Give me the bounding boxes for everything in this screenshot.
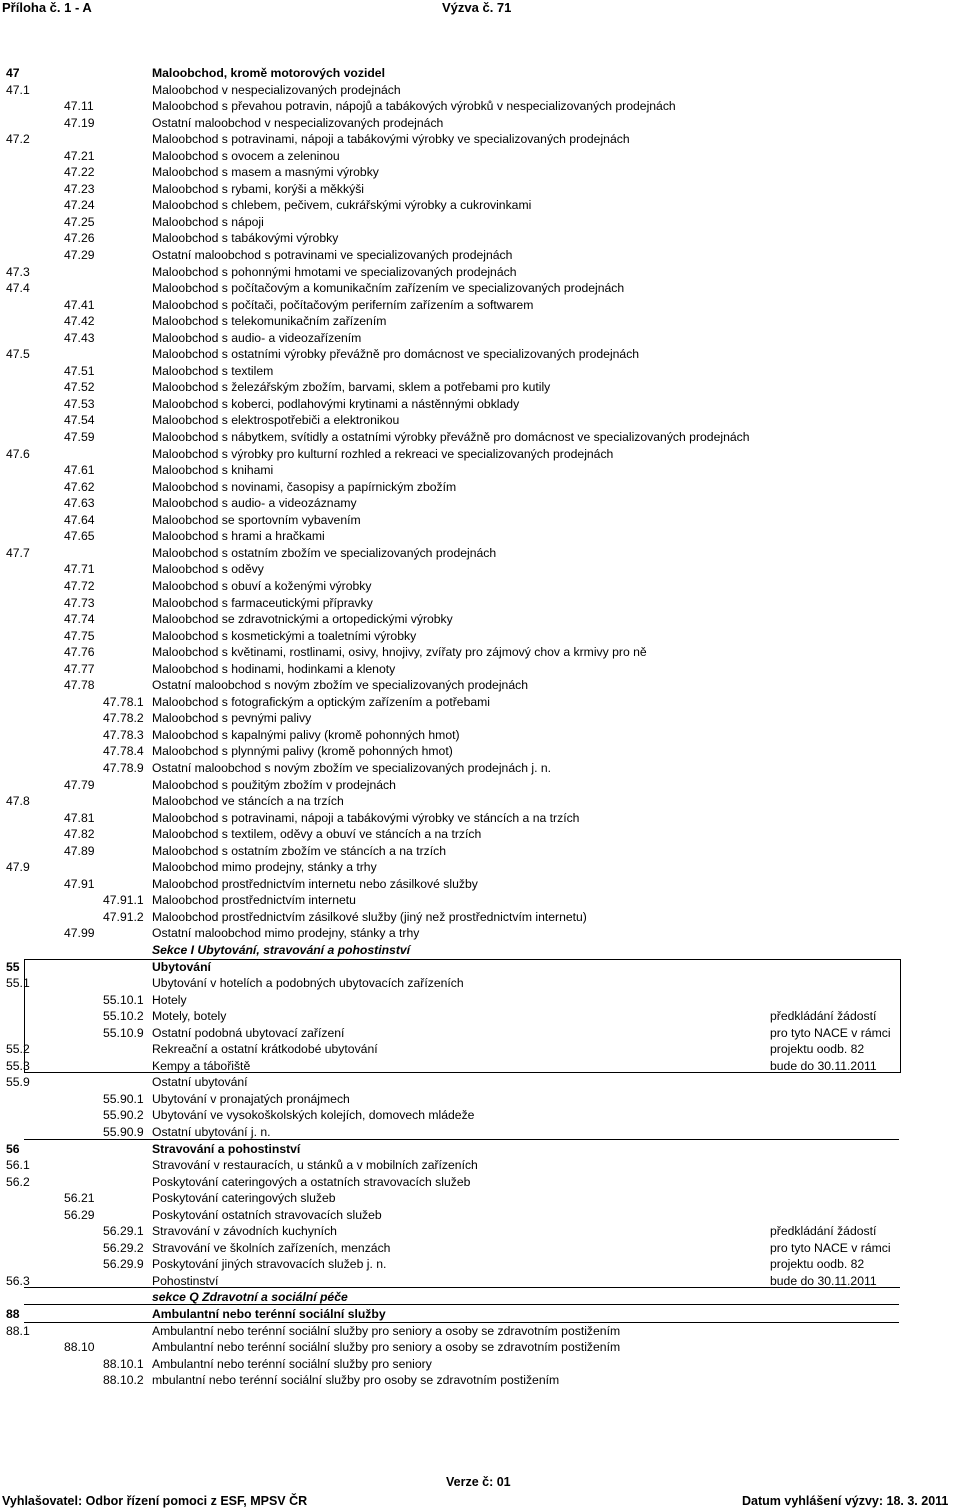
nace-row (0, 446, 960, 463)
nace-code: 47.6 (6, 446, 30, 461)
nace-description: Motely, botely (152, 1009, 227, 1024)
nace-code: 47.75 (64, 628, 95, 643)
nace-description: Maloobchod s ostatními výrobky převážně pro domácnost ve specializovaných prodejnách (152, 347, 640, 362)
submission-note: bude do 30.11.2011 (770, 1273, 877, 1288)
nace-row (0, 247, 960, 264)
nace-code: 55.90.9 (103, 1125, 144, 1139)
nace-description: Poskytování jiných stravovacích služeb j. n. (152, 1257, 387, 1272)
nace-description: Hotely (152, 992, 187, 1007)
nace-description: Maloobchod s chlebem, pečivem, cukrářskými výrobky a cukrovinkami (152, 198, 532, 213)
nace-description: Ostatní maloobchod s potravinami ve specializovaných prodejnách (152, 248, 513, 263)
nace-code: 88.1 (6, 1323, 30, 1338)
nace-row (0, 859, 960, 876)
nace-code: 55 (6, 959, 20, 974)
nace-code: 55.10.9 (103, 1025, 144, 1040)
nace-code: 47.41 (64, 297, 95, 312)
nace-description: Ambulantní nebo terénní sociální služby (152, 1307, 386, 1322)
submission-note: předkládání žádostí (770, 1009, 877, 1024)
nace-code: 47.91 (64, 876, 95, 891)
nace-code: 88.10.1 (103, 1356, 144, 1371)
nace-description: Poskytování cateringových a ostatních stravovacích služeb (152, 1174, 471, 1189)
nace-description: Ostatní maloobchod s novým zbožím ve specializovaných prodejnách (152, 678, 528, 693)
nace-description: Maloobchod s koberci, podlahovými krytinami a nástěnnými obklady (152, 396, 520, 411)
nace-description: Ostatní podobná ubytovací zařízení (152, 1025, 345, 1040)
nace-row (0, 297, 960, 314)
nace-row (0, 528, 960, 545)
nace-code: 55.10.2 (103, 1009, 144, 1024)
nace-code: 47.29 (64, 248, 95, 263)
nace-code: 47.74 (64, 612, 95, 627)
nace-code: 47.4 (6, 281, 30, 296)
nace-code: 47.78.9 (103, 760, 144, 775)
nace-code: 55.90.1 (103, 1091, 144, 1106)
nace-code: 47.21 (64, 148, 95, 163)
nace-code: 47.91.2 (103, 909, 144, 924)
nace-description: Ubytování (152, 959, 211, 974)
nace-code: 47.24 (64, 198, 95, 213)
submission-note: předkládání žádostí (770, 1224, 877, 1239)
nace-code: 56.2 (6, 1174, 30, 1189)
nace-description: Poskytování ostatních stravovacích služeb (152, 1207, 382, 1222)
nace-description: Maloobchod se sportovním vybavením (152, 512, 361, 527)
nace-row (0, 777, 960, 794)
nace-code: 47.73 (64, 595, 95, 610)
nace-description: Maloobchod s tabákovými výrobky (152, 231, 339, 246)
nace-description: Maloobchod s plynnými palivy (kromě pohonných hmot) (152, 744, 453, 759)
nace-code: 47.8 (6, 794, 30, 809)
nace-description: Maloobchod s textilem, oděvy a obuví ve stáncích a na trzích (152, 827, 482, 842)
nace-row (0, 1074, 960, 1091)
nace-code: 56.29.9 (103, 1257, 144, 1272)
nace-description: Maloobchod ve stáncích a na trzích (152, 794, 344, 809)
nace-code: 47.61 (64, 463, 95, 478)
nace-description: mbulantní nebo terénní sociální služby pro osoby se zdravotním postižením (152, 1373, 560, 1388)
nace-row (0, 1091, 960, 1108)
nace-code: 55.90.2 (103, 1108, 144, 1123)
nace-description: Ostatní maloobchod v nespecializovaných prodejnách (152, 115, 444, 130)
nace-row (0, 909, 960, 926)
nace-row (0, 313, 960, 330)
nace-row (0, 545, 960, 562)
nace-row (0, 876, 960, 893)
nace-description: Maloobchod s pevnými palivy (152, 711, 312, 726)
nace-code: 47.72 (64, 578, 95, 593)
nace-row (0, 197, 960, 214)
nace-row (0, 628, 960, 645)
nace-row (0, 561, 960, 578)
nace-description: Maloobchod s kosmetickými a toaletními výrobky (152, 628, 417, 643)
nace-description: Maloobchod s masem a masnými výrobky (152, 165, 379, 180)
nace-code: 47.89 (64, 843, 95, 858)
nace-description: Maloobchod prostřednictvím zásilkové služby (jiný než prostřednictvím internetu) (152, 909, 587, 924)
nace-code: 47.54 (64, 413, 95, 428)
nace-code: 47.22 (64, 165, 95, 180)
nace-code: 55.2 (6, 1042, 30, 1057)
nace-row (0, 760, 960, 777)
nace-code: 55.9 (6, 1075, 30, 1090)
nace-row (0, 181, 960, 198)
nace-row (0, 595, 960, 612)
nace-row (0, 826, 960, 843)
nace-description: Maloobchod prostřednictvím internetu (152, 893, 356, 908)
nace-description: Maloobchod s hrami a hračkami (152, 529, 325, 544)
nace-row (0, 892, 960, 909)
nace-description: Maloobchod s počítači, počítačovým periferním zařízením a softwarem (152, 297, 534, 312)
nace-description: Maloobchod s potravinami, nápoji a tabákovými výrobky ve stáncích a na trzích (152, 810, 580, 825)
nace-description: Maloobchod s počítačovým a komunikačním zařízením ve specializovaných prodejnách (152, 281, 625, 296)
nace-code: 47.26 (64, 231, 95, 246)
submission-note: pro tyto NACE v rámci (770, 1025, 891, 1040)
nace-description: Maloobchod s železářským zbožím, barvami, sklem a potřebami pro kutily (152, 380, 551, 395)
nace-code: 47.91.1 (103, 893, 144, 908)
nace-code: 47.9 (6, 860, 30, 875)
nace-description: Maloobchod s nábytkem, svítidly a ostatními výrobky převážně pro domácnost ve specializovaných prodejnách (152, 430, 750, 445)
nace-description: Maloobchod s rybami, korýši a měkkýši (152, 181, 364, 196)
nace-description: Maloobchod s hodinami, hodinkami a klenoty (152, 661, 396, 676)
nace-row (0, 710, 960, 727)
version-label: Verze č: 01 (446, 1475, 511, 1489)
nace-row (0, 661, 960, 678)
nace-row (0, 1107, 960, 1124)
nace-description: Stravování a pohostinství (152, 1141, 301, 1156)
nace-description: Maloobchod prostřednictvím internetu nebo zásilkové služby (152, 876, 478, 891)
nace-code: 47.78.2 (103, 711, 144, 726)
nace-code: 56.29 (64, 1207, 95, 1222)
nace-code: 56.21 (64, 1191, 95, 1206)
nace-description: Pohostinství (152, 1273, 219, 1288)
call-number: Výzva č. 71 (442, 0, 512, 15)
nace-code: 47.65 (64, 529, 95, 544)
nace-code: 47.78 (64, 678, 95, 693)
nace-code: 56.1 (6, 1158, 30, 1173)
nace-description: Maloobchod se zdravotnickými a ortopedickými výrobky (152, 612, 453, 627)
submission-note: bude do 30.11.2011 (770, 1058, 877, 1073)
nace-code: 47.99 (64, 926, 95, 941)
nace-code: 88 (6, 1307, 20, 1322)
nace-code: 56.29.1 (103, 1224, 144, 1239)
nace-description: Maloobchod s fotografickým a optickým zařízením a potřebami (152, 694, 491, 709)
nace-code: 47.82 (64, 827, 95, 842)
nace-row (0, 1323, 960, 1340)
nace-description: Maloobchod s novinami, časopisy a papírnickým zbožím (152, 479, 457, 494)
nace-description: Ostatní maloobchod s novým zbožím ve specializovaných prodejnách j. n. (152, 760, 552, 775)
nace-row (0, 810, 960, 827)
nace-row (0, 115, 960, 132)
nace-code: 47.53 (64, 396, 95, 411)
submission-note: pro tyto NACE v rámci (770, 1240, 891, 1255)
nace-description: Maloobchod s textilem (152, 363, 274, 378)
submission-note: projektu oodb. 82 (770, 1257, 865, 1272)
nace-row (0, 727, 960, 744)
nace-description: Maloobchod s elektrospotřebiči a elektronikou (152, 413, 400, 428)
nace-description: Maloobchod s výrobky pro kulturní rozhled a rekreaci ve specializovaných prodejnách (152, 446, 614, 461)
nace-row (0, 1339, 960, 1356)
nace-description: Kempy a tábořiště (152, 1058, 251, 1073)
announcer-label: Vyhlašovatel: Odbor řízení pomoci z ESF, MPSV ČR (2, 1494, 308, 1508)
section-q-box (24, 1304, 899, 1323)
nace-description: Maloobchod s farmaceutickými přípravky (152, 595, 373, 610)
nace-description: Ubytování ve vysokoškolských kolejích, domovech mládeže (152, 1108, 475, 1123)
nace-code: 47.25 (64, 214, 95, 229)
nace-row (0, 611, 960, 628)
nace-row (0, 793, 960, 810)
nace-code: 47.77 (64, 661, 95, 676)
nace-code: 47.42 (64, 314, 95, 329)
nace-description: Maloobchod s nápoji (152, 214, 264, 229)
nace-code: 88.10.2 (103, 1373, 144, 1388)
nace-description: Stravování v závodních kuchyních (152, 1224, 337, 1239)
nace-row (0, 495, 960, 512)
nace-code: 47.79 (64, 777, 95, 792)
nace-code: 47.11 (64, 99, 94, 114)
nace-description: Maloobchod s převahou potravin, nápojů a tabákových výrobků v nespecializovaných prodejnách (152, 99, 676, 114)
nace-description: sekce Q Zdravotní a sociální péče (152, 1290, 348, 1305)
nace-code: 47.3 (6, 264, 30, 279)
nace-description: Maloobchod s ovocem a zeleninou (152, 148, 340, 163)
nace-description: Stravování ve školních zařízeních, menzách (152, 1240, 391, 1255)
nace-description: Ubytování v pronajatých pronájmech (152, 1091, 350, 1106)
nace-row (0, 694, 960, 711)
nace-description: Maloobchod s kapalnými palivy (kromě pohonných hmot) (152, 727, 460, 742)
nace-description: Stravování v restauracích, u stánků a v mobilních zařízeních (152, 1158, 478, 1173)
nace-row (0, 230, 960, 247)
nace-description: Poskytování cateringových služeb (152, 1191, 336, 1206)
nace-row (0, 214, 960, 231)
nace-code: 88.10 (64, 1340, 95, 1355)
nace-code: 47.81 (64, 810, 95, 825)
nace-row (0, 479, 960, 496)
nace-code: 47.78.3 (103, 727, 144, 742)
nace-code: 56 (6, 1141, 20, 1156)
nace-description: Maloobchod s audio- a videozáznamy (152, 496, 357, 511)
nace-row (0, 82, 960, 99)
nace-row (0, 644, 960, 661)
nace-code: 47.51 (64, 363, 95, 378)
nace-description: Maloobchod s obuví a koženými výrobky (152, 578, 372, 593)
nace-code: 47.78.1 (103, 694, 144, 709)
section-56-box (24, 1139, 899, 1288)
nace-row (0, 1356, 960, 1373)
section-i-box (24, 959, 901, 1073)
nace-description: Maloobchod s pohonnými hmotami ve specializovaných prodejnách (152, 264, 517, 279)
nace-description: Ambulantní nebo terénní sociální služby pro seniory (152, 1356, 432, 1371)
nace-row (0, 743, 960, 760)
nace-description: Ubytování v hotelích a podobných ubytovacích zařízeních (152, 976, 464, 991)
nace-row (0, 65, 960, 82)
nace-code: 47.63 (64, 496, 95, 511)
nace-row (0, 677, 960, 694)
nace-description: Maloobchod s ostatním zbožím ve specializovaných prodejnách (152, 545, 497, 560)
nace-description: Ambulantní nebo terénní sociální služby pro seniory a osoby se zdravotním postižením (152, 1323, 621, 1338)
nace-description: Maloobchod, kromě motorových vozidel (152, 66, 385, 80)
nace-code: 47 (6, 66, 20, 80)
nace-code: 47.23 (64, 181, 95, 196)
nace-row (0, 942, 960, 959)
nace-row (0, 346, 960, 363)
nace-row (0, 98, 960, 115)
nace-description: Rekreační a ostatní krátkodobé ubytování (152, 1042, 378, 1057)
nace-row (0, 264, 960, 281)
section-56-right (24, 1287, 900, 1288)
nace-code: 55.3 (6, 1058, 30, 1073)
nace-description: Maloobchod s použitým zbožím v prodejnách (152, 777, 396, 792)
nace-code: 47.78.4 (103, 744, 144, 759)
nace-row (0, 578, 960, 595)
nace-code: 56.3 (6, 1273, 30, 1288)
nace-description: Ostatní ubytování j. n. (152, 1125, 271, 1139)
nace-row (0, 330, 960, 347)
nace-code: 47.62 (64, 479, 95, 494)
nace-code: 47.1 (6, 82, 30, 97)
announcement-date: Datum vyhlášení výzvy: 18. 3. 2011 (742, 1494, 949, 1508)
nace-code: 47.43 (64, 330, 95, 345)
nace-code: 55.10.1 (103, 992, 144, 1007)
nace-description: Sekce I Ubytování, stravování a pohostinství (152, 942, 411, 957)
nace-description: Maloobchod s knihami (152, 463, 274, 478)
nace-code: 47.71 (64, 562, 95, 577)
nace-description: Ambulantní nebo terénní sociální služby pro seniory a osoby se zdravotním postižením (152, 1340, 621, 1355)
nace-row (0, 148, 960, 165)
nace-code: 55.1 (6, 976, 30, 991)
nace-description: Maloobchod s květinami, rostlinami, osivy, hnojivy, zvířaty pro zájmový chov a krmivy pro ně (152, 645, 647, 660)
nace-row (0, 429, 960, 446)
attachment-label: Příloha č. 1 - A (2, 0, 92, 15)
nace-code: 47.2 (6, 132, 30, 147)
nace-code: 47.52 (64, 380, 95, 395)
nace-row (0, 462, 960, 479)
nace-code: 47.5 (6, 347, 30, 362)
nace-row (0, 131, 960, 148)
nace-description: Maloobchod v nespecializovaných prodejnách (152, 82, 401, 97)
nace-row (0, 925, 960, 942)
nace-code: 47.7 (6, 545, 30, 560)
nace-description: Maloobchod mimo prodejny, stánky a trhy (152, 860, 377, 875)
nace-row (0, 363, 960, 380)
nace-code: 47.76 (64, 645, 95, 660)
nace-code: 56.29.2 (103, 1240, 144, 1255)
nace-description: Maloobchod s audio- a videozařízením (152, 330, 362, 345)
page-header (0, 0, 960, 18)
nace-code: 47.59 (64, 430, 95, 445)
nace-row (0, 164, 960, 181)
nace-description: Maloobchod s telekomunikačním zařízením (152, 314, 387, 329)
nace-description: Ostatní ubytování (152, 1075, 248, 1090)
nace-code: 47.64 (64, 512, 95, 527)
nace-description: Maloobchod s ostatním zbožím ve stáncích a na trzích (152, 843, 446, 858)
nace-description: Ostatní maloobchod mimo prodejny, stánky a trhy (152, 926, 420, 941)
nace-row (0, 379, 960, 396)
nace-row (0, 396, 960, 413)
submission-note: projektu oodb. 82 (770, 1042, 865, 1057)
nace-description: Maloobchod s potravinami, nápoji a tabákovými výrobky ve specializovaných prodejnách (152, 132, 630, 147)
nace-row (0, 412, 960, 429)
nace-row (0, 843, 960, 860)
nace-row (0, 1372, 960, 1389)
nace-description: Maloobchod s oděvy (152, 562, 264, 577)
nace-code: 47.19 (64, 115, 95, 130)
nace-row (0, 280, 960, 297)
nace-row (0, 512, 960, 529)
